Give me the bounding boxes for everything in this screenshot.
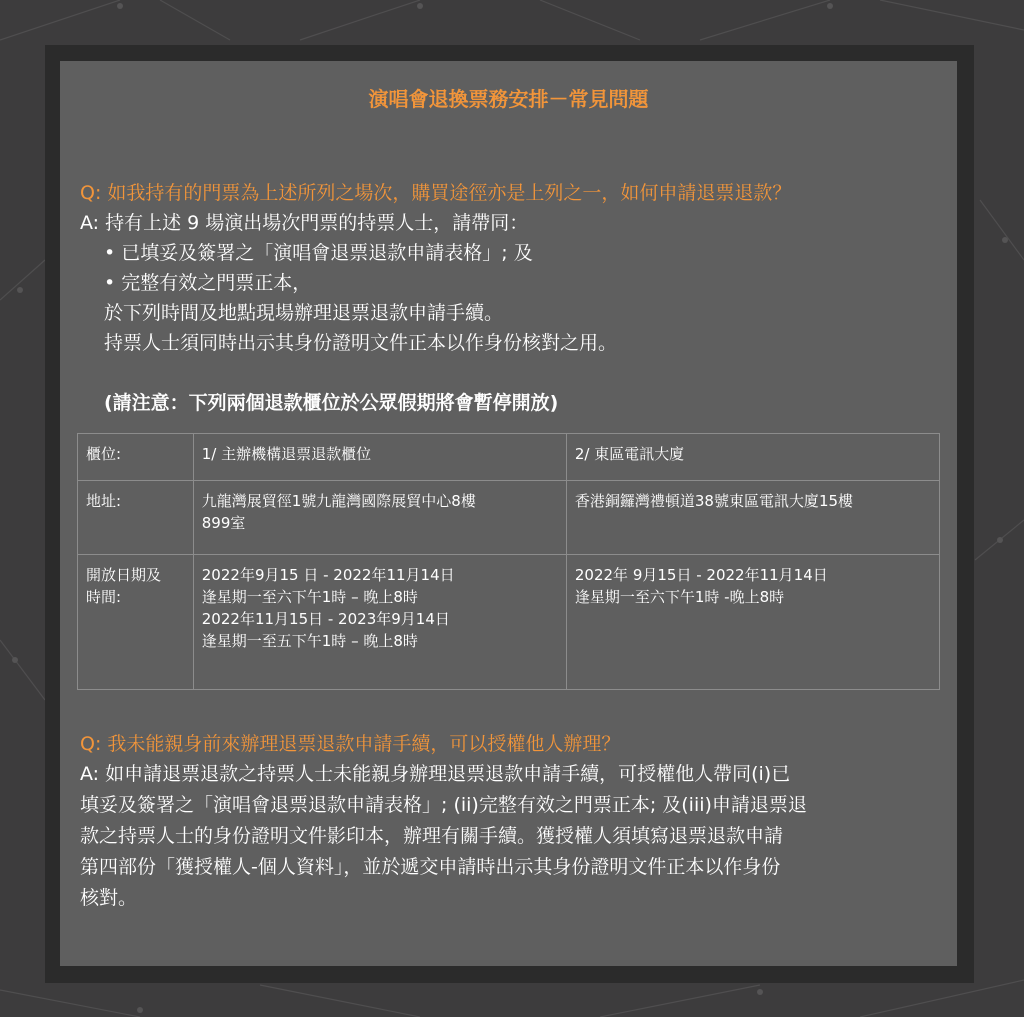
cell-line: 逢星期一至五下午1時 – 晚上8時 [201, 632, 418, 650]
faq-answer-2-line: 填妥及簽署之「演唱會退票退款申請表格」; (ii)完整有效之門票正本; 及(iii)申請退票退 [80, 794, 807, 816]
faq-question-2: Q: 我未能親身前來辦理退票退款申請手續，可以授權他人辦理？ [80, 733, 621, 755]
cell-line: 九龍灣展貿徑1號九龍灣國際展貿中心8樓 [201, 492, 476, 510]
faq-answer-1-bullet: • 完整有效之門票正本， [104, 272, 312, 294]
faq-answer-2-line: 核對。 [80, 887, 138, 909]
faq-answer-1-bullet: • 已填妥及簽署之「演唱會退票退款申請表格」; 及 [104, 242, 533, 264]
cell-line: 逢星期一至六下午1時 -晚上8時 [574, 588, 785, 606]
cell-line: 2022年 9月15日 - 2022年11月14日 [574, 566, 828, 584]
faq-answer-2-line: 第四部份「獲授權人-個人資料」，並於遞交申請時出示其身份證明文件正本以作身份 [80, 856, 781, 878]
faq-answer-1-line: 於下列時間及地點現場辦理退票退款申請手續。 [104, 302, 504, 324]
table-cell-label [78, 555, 194, 690]
cell-line: 2022年9月15 日 - 2022年11月14日 [201, 566, 455, 584]
faq-answer-2-line: A: 如申請退票退款之持票人士未能親身辦理退票退款申請手續，可授權他人帶同(i)已 [80, 763, 791, 785]
table-cell [566, 481, 939, 555]
cell-line: 1/ 主辦機構退票退款櫃位 [201, 445, 372, 463]
table-cell-label: 地址: [78, 481, 194, 555]
table-cell [193, 555, 566, 690]
refund-counters-table [77, 433, 940, 690]
table-row [78, 481, 940, 555]
faq-answer-2-line: 款之持票人士的身份證明文件影印本，辦理有關手續。獲授權人須填寫退票退款申請 [80, 825, 784, 847]
page-title: 演唱會退換票務安排－常見問題 [368, 87, 649, 111]
cell-line: 時間: [86, 588, 122, 606]
faq-answer-1: A: 持有上述 9 場演出場次門票的持票人士，請帶同： [80, 212, 529, 234]
cell-line: 899室 [201, 514, 246, 532]
table-cell [193, 481, 566, 555]
table-cell-label: 櫃位: [78, 434, 194, 481]
table-cell [566, 434, 939, 481]
faq-item-1 [80, 178, 940, 418]
cell-line: 逢星期一至六下午1時 – 晚上8時 [201, 588, 418, 606]
holiday-note: (請注意：下列兩個退款櫃位於公眾假期將會暫停開放) [104, 392, 559, 414]
table-row [78, 555, 940, 690]
table-cell [566, 555, 939, 690]
cell-line: 香港銅鑼灣禮頓道38號東區電訊大廈15樓 [574, 492, 854, 510]
faq-question-1: Q: 如我持有的門票為上述所列之場次，購買途徑亦是上列之一，如何申請退票退款？ [80, 182, 792, 204]
cell-line: 2022年11月15日 - 2023年9月14日 [201, 610, 450, 628]
table-cell [193, 434, 566, 481]
faq-panel [60, 61, 957, 966]
faq-answer-1-line: 持票人士須同時出示其身份證明文件正本以作身份核對之用。 [104, 332, 618, 354]
cell-line: 2/ 東區電訊大廈 [574, 445, 685, 463]
table-row [78, 434, 940, 481]
faq-item-2 [80, 729, 942, 914]
cell-line: 開放日期及 [86, 566, 162, 584]
